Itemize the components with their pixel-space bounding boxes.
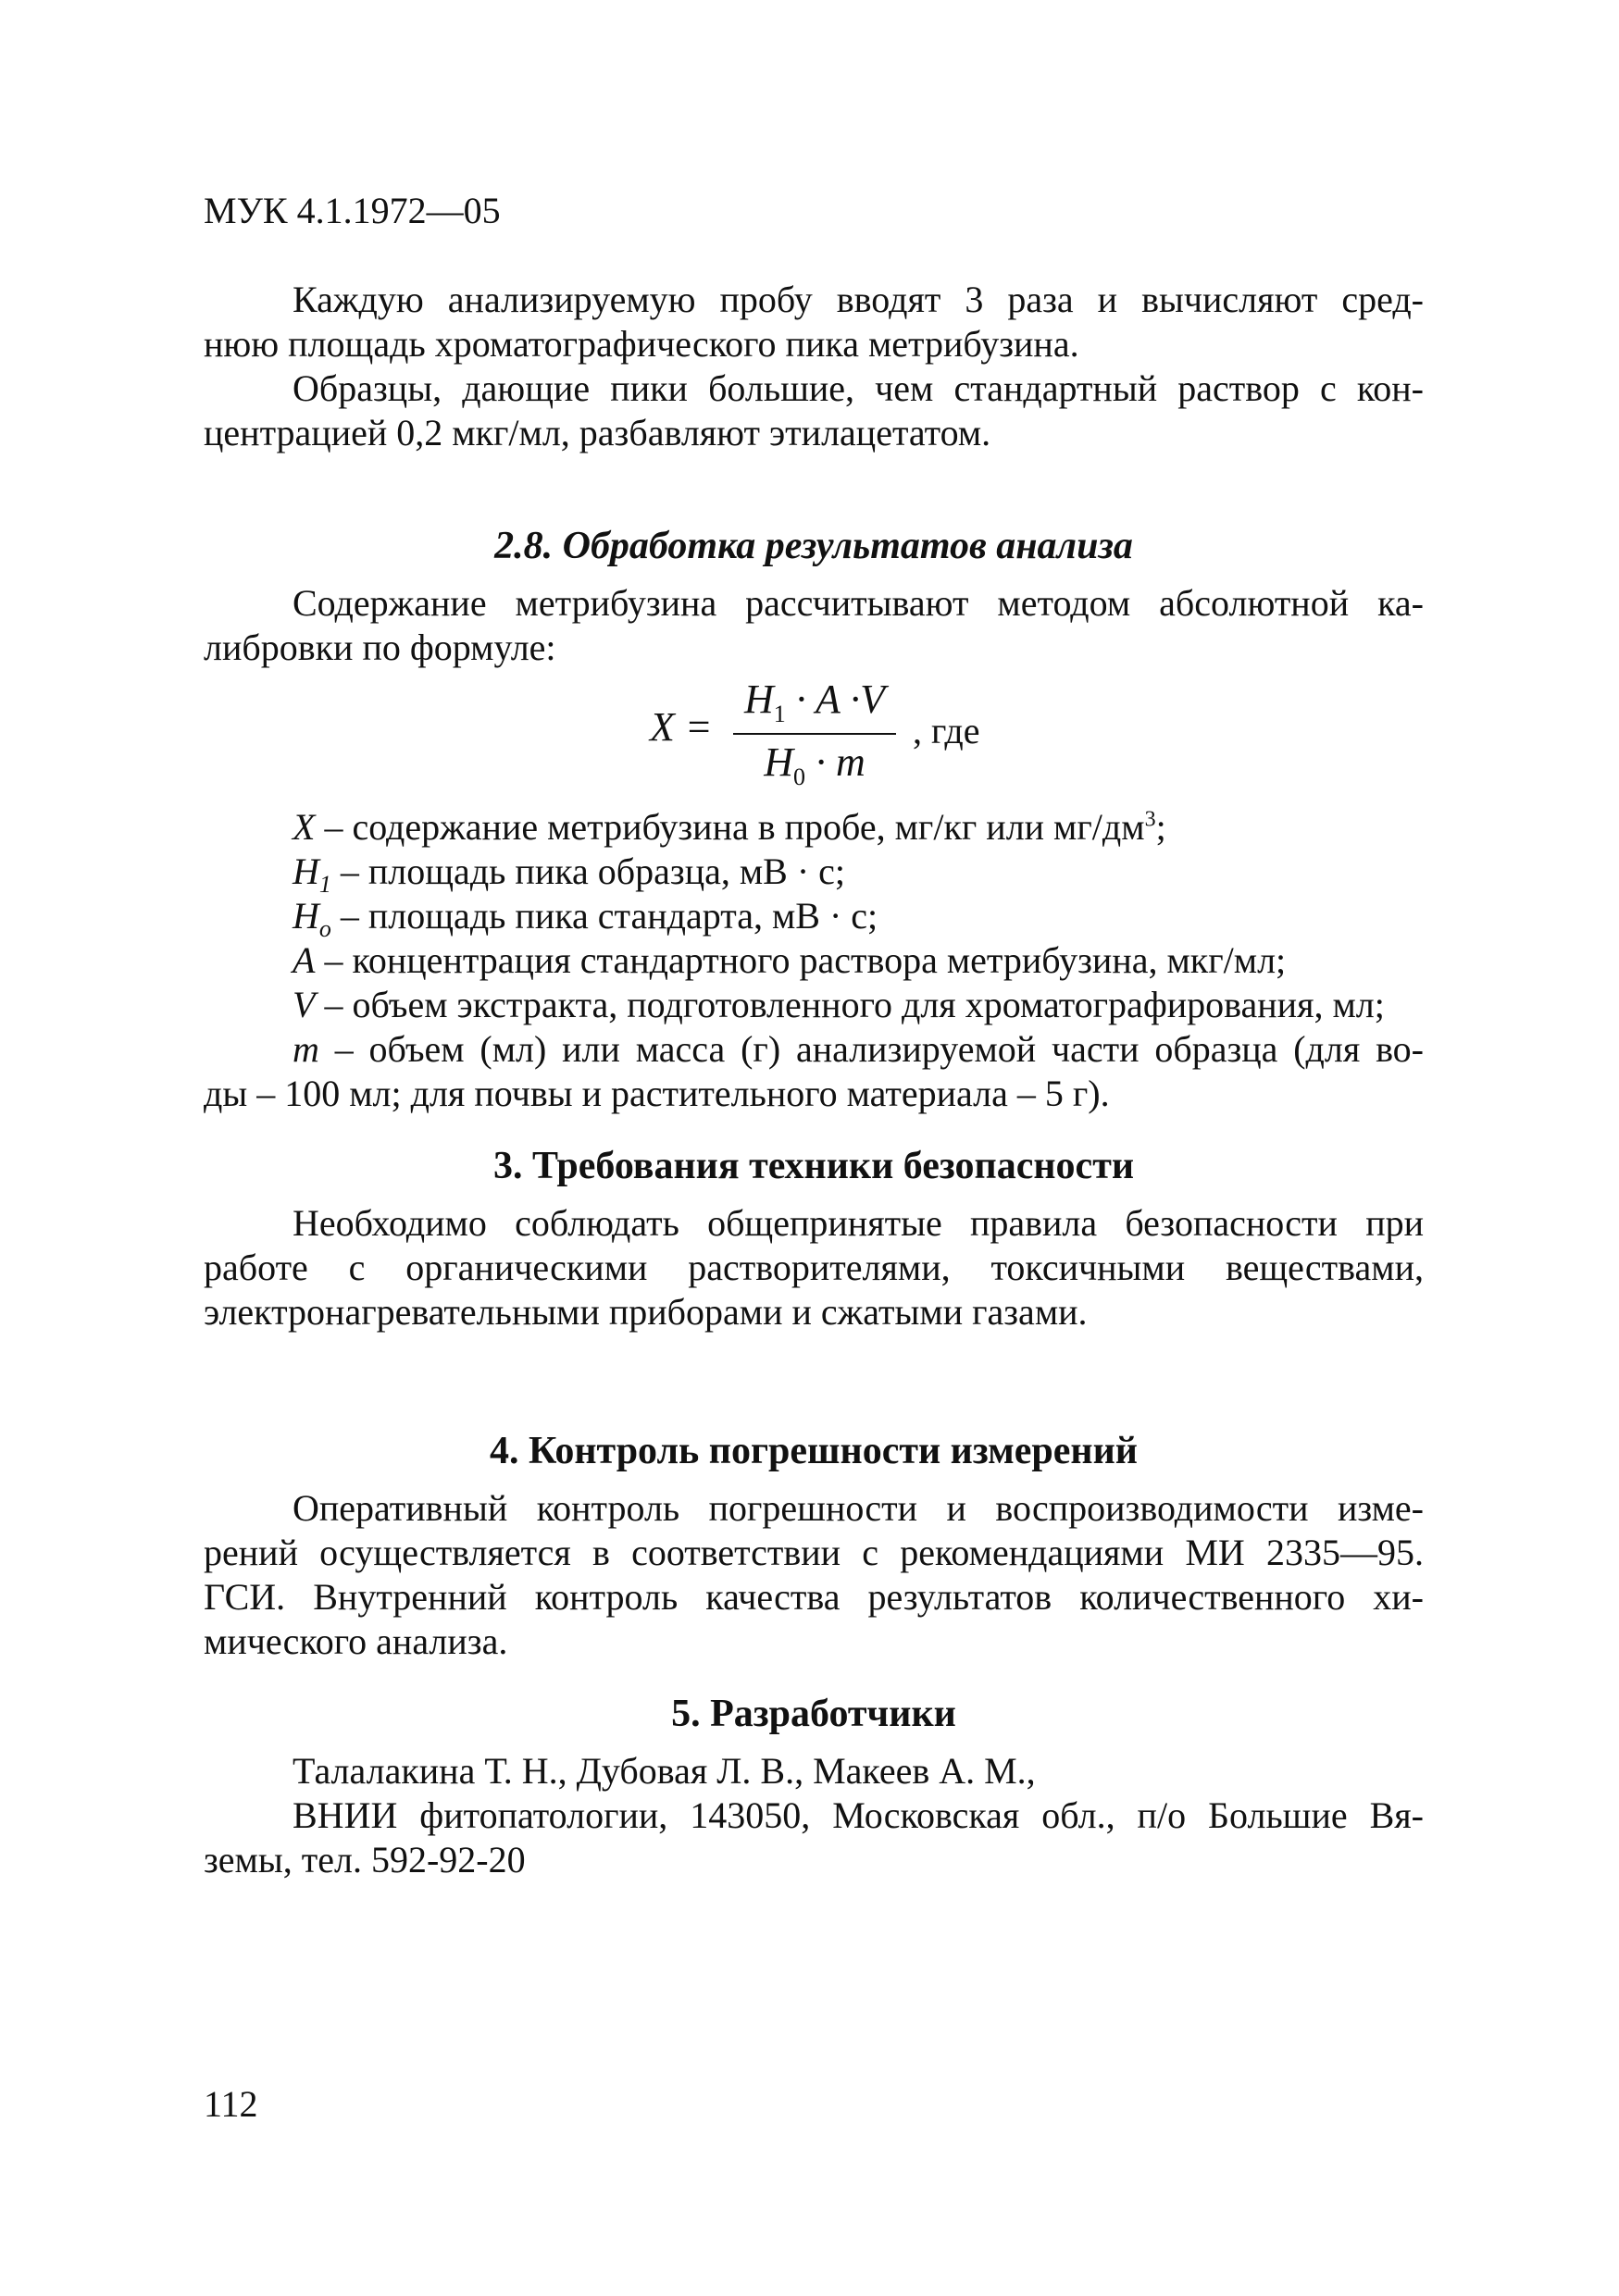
section-3-line-1: Необходимо соблюдать общепринятые правила безопасности при (293, 1202, 1424, 1244)
definition-h1: $H_1$ – площадь пика образца, мВ · с; (293, 850, 846, 898)
intro-line-4: центрацией 0,2 мкг/мл, разбавляют этилацетатом. (204, 412, 991, 453)
formula-lhs: X = (650, 704, 713, 750)
section-5-title: 5. Разработчики (671, 1693, 956, 1735)
definition-m-cont: ды – 100 мл; для почвы и растительного материала – 5 г). (204, 1073, 1110, 1114)
intro-line-3: Образцы, дающие пики большие, чем стандартный раствор с кон- (293, 367, 1424, 409)
section-3-line-3: электронагревательными приборами и сжатыми газами. (204, 1291, 1088, 1333)
section-5-line-2: ВНИИ фитопатологии, 143050, Московская обл., п/о Большие Вя- (293, 1794, 1424, 1836)
page-number: 112 (204, 2083, 258, 2125)
intro-line-1: Каждую анализируемую пробу вводят 3 раза и вычисляют сред- (293, 279, 1424, 320)
intro-line-2: нюю площадь хроматографического пика метрибузина. (204, 323, 1079, 365)
section-4-line-2: рений осуществляется в соответствии с рекомендациями МИ 2335—95. (204, 1532, 1424, 1573)
section-4-line-3: ГСИ. Внутренний контроль качества результатов количественного хи- (204, 1576, 1424, 1618)
definition-h0: $H_o$ – площадь пика стандарта, мВ · с; (293, 895, 878, 942)
definition-x: X – содержание метрибузина в пробе, мг/кг или $мг/дм^3$; (293, 806, 1166, 848)
formula-numerator: $H_1 \cdot A \cdot V$ (744, 676, 885, 727)
section-2-8-title: 2.8. Обработка результатов анализа (494, 525, 1133, 567)
section-4-title: 4. Контроль погрешности измерений (489, 1430, 1138, 1472)
formula-denominator: $H_0 \cdot m$ (764, 739, 866, 790)
definition-m: m – объем (мл) или масса (г) анализируемой части образца (для во- (293, 1028, 1424, 1070)
section-3-line-2: работе с органическими растворителями, токсичными веществами, (204, 1247, 1424, 1288)
section-4-line-1: Оперативный контроль погрешности и воспроизводимости изме- (293, 1487, 1424, 1529)
section-5-line-1: Талалакина Т. Н., Дубовая Л. В., Макеев А. М., (293, 1750, 1036, 1792)
definition-a: A – концентрация стандартного раствора метрибузина, мкг/мл; (293, 939, 1287, 981)
section-5-line-3: земы, тел. 592-92-20 (204, 1839, 526, 1880)
definition-v: V – объем экстракта, подготовленного для хроматографирования, мл; (293, 984, 1385, 1025)
document-code: МУК 4.1.1972—05 (204, 190, 501, 231)
section-4-line-4: мического анализа. (204, 1620, 508, 1662)
formula-where: , где (913, 710, 980, 751)
section-3-title: 3. Требования техники безопасности (492, 1145, 1135, 1187)
section-2-8-line-2: либровки по формуле: (204, 627, 556, 668)
fraction-bar (733, 733, 896, 735)
section-2-8-line-1: Содержание метрибузина рассчитывают методом абсолютной ка- (293, 582, 1424, 624)
calculation-formula (648, 676, 1018, 794)
